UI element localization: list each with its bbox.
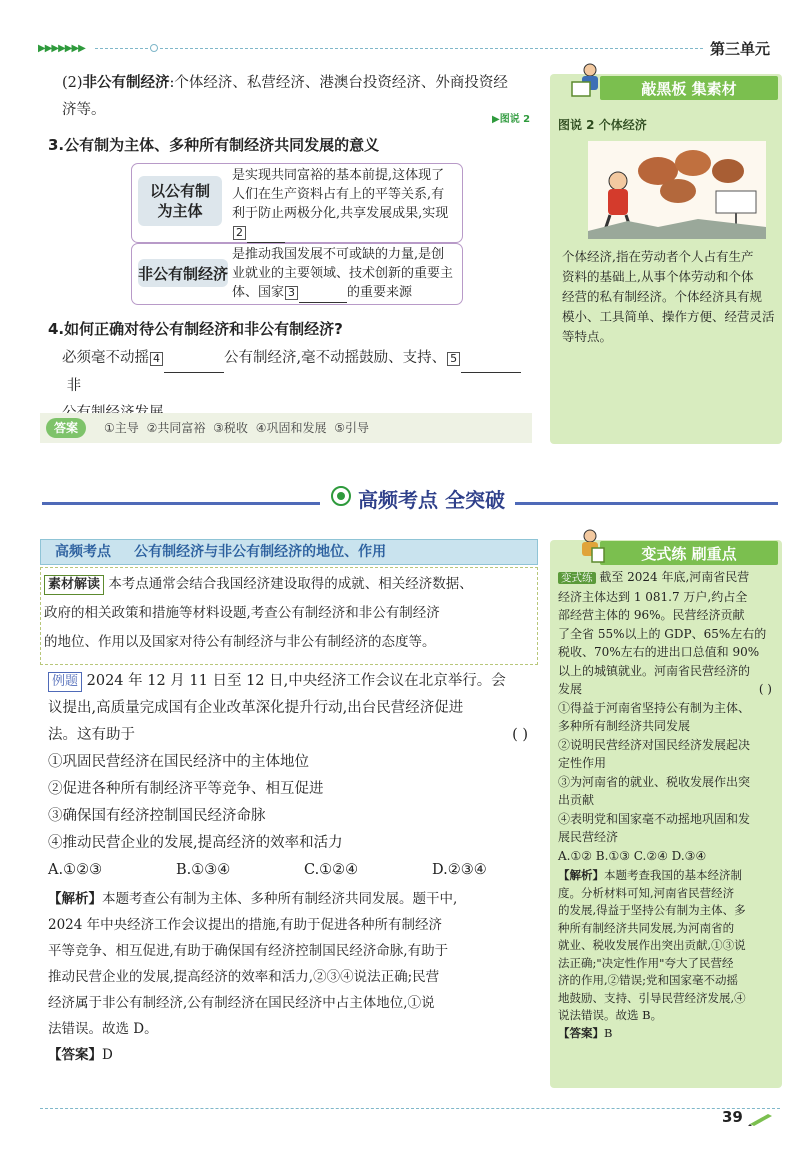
student-figure-icon xyxy=(572,526,606,566)
header-rule xyxy=(95,48,703,49)
sidebar-notes-text: 个体经济,指在劳动者个人占有生产 资料的基础上,从事个体劳动和个体 经营的私有制经济。个体经济具有规 模小、工具简单、操作方便、经营灵活 等特点。 xyxy=(562,249,775,344)
question-4-body: 必须毫不动摇 4 公有制经济,毫不动摇鼓励、支持、 5 非 xyxy=(62,345,532,427)
teacher-figure-icon xyxy=(570,60,604,100)
example-question: 例题 2024 年 12 月 11 日至 12 日,中央经济工作会议在北京举行。会 议提出,高质量完成国有企业改革深化提升行动,出台民营经济促进 法。这有助于 ( ) ①巩固民营经济在国民经济中的主体地位 ②促进各种所有制经济平等竞争、相互促进 ③确保国有经济控制国民经济命脉 ④推动民营企业的发展,提高经济的效率和活力 A.①②③ B.①③④ C.①②④ D.②③④ xyxy=(48,668,536,884)
footer-rule xyxy=(40,1108,780,1109)
choice-a[interactable]: A.①②③ xyxy=(48,862,103,878)
practice-answer: B xyxy=(604,1025,613,1040)
question-3-title: 3.公有制为主体、多种所有制经济共同发展的意义 xyxy=(48,136,380,154)
material-tag: 素材解读 xyxy=(44,575,104,595)
example-option: ④推动民营企业的发展,提高经济的效率和活力 xyxy=(48,835,343,851)
example-option: ③确保国有经济控制国民经济命脉 xyxy=(48,808,266,824)
sidebar-practice-text: 变式练 截至 2024 年底,河南省民营 经济主体达到 1 081.7 万户,约占全 部经营主体的 96%。民营经济贡献 了全省 55%以上的 GDP、65%左右的 税收、70%左右的进出口总值和 90% 以上的城镇就业。河南省民营经济的 发展 ( ) ①得益于河南省坚持公有制为主体、 多种所有制经济共同发展 ②说明民营经济对国民经济发展起决 定性作用 ③为河南省的就业、税收发展作出突 出贡献 ④表明党和国家毫不动摇地巩固和发 展民营经济 A.①② B.①③ C.②④ D.③④ 【解析】本题考查我国的基本经济制 度。分析材料可知,河南省民营经济 的发展,得益于坚持公有制为主体、多 种所有制经济共同发展,为河南省的 就业、税收发展作出突出贡献,①③说 法正确;"决定性作用"夸大了民营经 济的作用,②错误;党和国家毫不动摇 地鼓励、支持、引导民营经济发展,④ 说法错误。故选 B。 【答案】B xyxy=(558,568,778,1042)
practice-option: ②说明民营经济对国民经济发展起决 xyxy=(558,737,751,752)
material-text: 素材解读 本考点通常会结合我国经济建设取得的成就、相关经济数据、 政府的相关政策和措施等材料设题,考查公有制经济和非公有制经济 的地位、作用以及国家对待公有制经济与非公有制经济的态度等。 xyxy=(44,576,473,650)
example-answer: D xyxy=(102,1047,113,1063)
example-tag: 例题 xyxy=(48,672,82,692)
non-public-pill: 非公有制经济 xyxy=(138,259,228,287)
blank-2[interactable] xyxy=(247,223,285,243)
practice-answer-paren[interactable]: ( ) xyxy=(758,682,772,696)
target-icon xyxy=(330,485,352,512)
unit-label: 第三单元 xyxy=(710,40,771,58)
blank-2-number: 2 xyxy=(233,226,246,240)
blank-5[interactable] xyxy=(461,345,521,373)
section-band-title: 高频考点 全突破 xyxy=(320,484,515,513)
sidebar-notes-title: 敲黑板 集素材 xyxy=(600,76,778,100)
question-4-title: 4.如何正确对待公有制经济和非公有制经济? xyxy=(48,320,343,338)
pen-icon xyxy=(748,1110,774,1130)
choice-d[interactable]: D.②③④ xyxy=(432,862,487,878)
practice-tag: 变式练 xyxy=(558,572,596,584)
public-ownership-text: 是实现共同富裕的基本前提,这体现了 人们在生产资料占有上的平等关系,有 利于防止两极分化,共享发展成果,实现 2 xyxy=(232,166,458,243)
individual-economy-illustration xyxy=(588,141,766,239)
answer-list: ①主导 ②共同富裕 ③税收 ④巩固和发展 ⑤引导 xyxy=(104,421,370,435)
sidebar-practice-title: 变式练 刷重点 xyxy=(600,541,778,565)
practice-option: ③为河南省的就业、税收发展作出突 xyxy=(558,774,751,789)
example-option: ②促进各种所有制经济平等竞争、相互促进 xyxy=(48,781,324,797)
blank-3[interactable] xyxy=(299,283,347,303)
answer-pill: 答案 xyxy=(46,418,86,438)
practice-choices[interactable]: A.①② B.①③ C.②④ D.③④ xyxy=(558,848,707,863)
blank-3-number: 3 xyxy=(285,286,298,300)
practice-option: ①得益于河南省坚持公有制为主体、 xyxy=(558,700,751,715)
example-analysis: 【解析】本题考查公有制为主体、多种所有制经济共同发展。题干中, 2024 年中央经济工作会议提出的措施,有助于促进各种所有制经济 平等竞争、相互促进,有助于确保国有经济控制国民经济命脉,有助于 推动民营企业的发展,提高经济的效率和活力,②③④说法正确;民营 经济属于非公有制经济,公有制经济在国民经济中占主体地位,①说 法错误。故选 D。 【答案】D xyxy=(48,891,458,1063)
practice-option: ④表明党和国家毫不动摇地巩固和发 xyxy=(558,811,751,826)
choice-b[interactable]: B.①③④ xyxy=(176,862,231,878)
page-number: 39 xyxy=(722,1108,743,1126)
header-arrows: ▶▶▶▶▶▶▶ xyxy=(38,43,85,54)
blank-5-number: 5 xyxy=(447,352,460,366)
blank-4-number: 4 xyxy=(150,352,163,366)
example-option: ①巩固民营经济在国民经济中的主体地位 xyxy=(48,754,309,770)
header-dot xyxy=(150,44,158,52)
choice-c[interactable]: C.①②④ xyxy=(304,862,359,878)
item-2-block: (2)非公有制经济:个体经济、私营经济、港澳台投资经济、外商投资经 济等。 xyxy=(62,75,508,118)
blank-4[interactable] xyxy=(164,345,224,373)
public-ownership-pill: 以公有制 为主体 xyxy=(138,176,222,226)
illustration-tag[interactable]: ▶图说 2 xyxy=(492,114,531,125)
example-answer-paren[interactable]: ( ) xyxy=(512,727,528,743)
key-point-bar: 高频考点 公有制经济与非公有制经济的地位、作用 xyxy=(40,539,538,565)
sidebar-caption: 图说 2 个体经济 xyxy=(558,118,647,132)
non-public-text: 是推动我国发展不可或缺的力量,是创 业就业的主要领域、技术创新的重要主 体、国家 3 的重要来源 xyxy=(232,245,458,303)
item-2-label: 非公有制经济 xyxy=(82,75,170,91)
practice-analysis: 【解析】本题考查我国的基本经济制 度。分析材料可知,河南省民营经济 的发展,得益于坚持公有制为主体、多 种所有制经济共同发展,为河南省的 就业、税收发展作出突出贡献,①③说 法正确;"决定性作用"夸大了民营经 济的作用,②错误;党和国家毫不动摇 地鼓励、支持、引导民营经济发展,④ 说法错误。故选 B。 【答案】B xyxy=(558,868,746,1040)
